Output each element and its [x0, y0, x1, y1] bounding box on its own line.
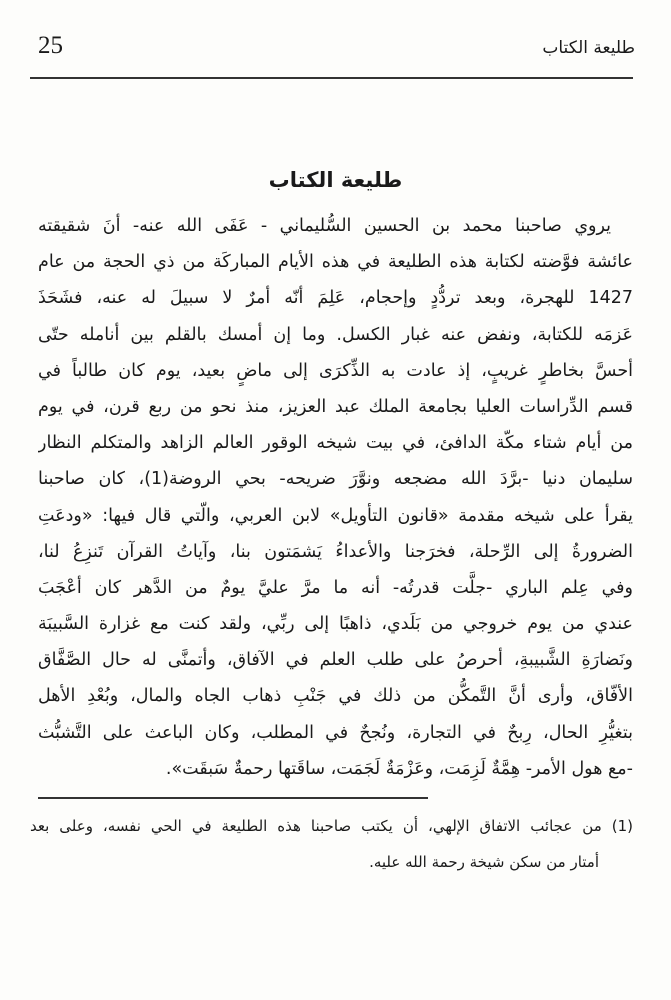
text-line: من أيام شتاء مكّة الدافئ، في بيت شيخه الوقور العالم الزاهد والمتكلم النظار [38, 433, 633, 454]
body-text [38, 208, 633, 787]
text-line: بتغيُّرِ الحال، رِبحٌ في التجارة، ونُجحٌ في المطلب، وكان الباعث على التَّشبُّث [38, 722, 633, 743]
running-title: طليعة الكتاب [542, 38, 635, 58]
text-line: وفي عِلم الباري -جلَّت قدرتُه- أنه ما مرَّ عليَّ يومٌ من الدَّهر كان أعْجَبَ [38, 577, 633, 598]
text-line: الأفّاق، وأرى أنَّ التَّمكُّن من ذلك في جَنْبِ ذهاب الجاه والمال، وبُعْدِ الأهل [38, 686, 633, 707]
footnote-line: (1) من عجائب الاتفاق الإلهي، أن يكتب صاحبنا هذه الطليعة في الحي نفسه، وعلى بعد [30, 817, 633, 835]
footnote [30, 808, 633, 880]
header-rule [30, 77, 633, 79]
text-line: يقرأ على شيخه مقدمة «قانون التأويل» لابن العربي، والّتي قال فيها: «ودعَتِ [38, 505, 633, 526]
text-line: الضرورةُ إلى الرِّحلة، فخرَجنا والأعداءُ يَشمَتون بنا، وآياتُ القرآن تَنزِعُ لنا، [38, 541, 633, 562]
footnote-line: أمتار من سكن شيخة رحمة الله عليه. [369, 853, 599, 871]
text-line: 1427 للهجرة، وبعد تردُّدٍ وإحجام، عَلِمَ أنّه أمرٌ لا سبيلَ له عنه، فشَحَذَ [38, 288, 633, 309]
text-line: سليمان دنيا -برَّدَ الله مضجعه ونوَّرَ ضريحه- بحي الروضة(1)، كان صاحبنا [38, 469, 633, 490]
text-line: عائشة فوَّضته لكتابة هذه الطليعة في هذه الأيام المباركَة من ذي الحجة من عام [38, 252, 633, 273]
text-line: قسم الدِّراسات العليا بجامعة الملك عبد العزيز، منذ نحو من ربع قرن، في يوم [38, 396, 633, 417]
text-line: عَزمَه للكتابة، ونفض عنه غبار الكسل. وما إن أمسك بالقلم بين أنامله حتّى [38, 324, 633, 345]
footnote-rule [38, 797, 428, 799]
text-line: -مع هول الأمر- هِمَّةٌ لَزِمَت، وعَزْمَةٌ لَجَمَت، ساقَتها رحمةٌ سَبقَت». [165, 758, 633, 779]
text-line: أحسَّ بخاطرٍ غريبٍ، إذ عادت به الذِّكرَى إلى ماضٍ بعيد، يوم كان طالباً في [38, 360, 633, 381]
section-title: طليعة الكتاب [268, 168, 403, 192]
text-line: ونَضارَةِ الشَّبيبةِ، أحرصُ على طلب العلم في الآفاق، وأتمنَّى له حال الصَّفَّاق [38, 650, 633, 671]
page-number: 25 [38, 32, 63, 59]
text-line: يروي صاحبنا محمد بن الحسين السُّليماني - عَفَى الله عنه- أنَ شقيقته [38, 216, 611, 236]
page-header [38, 28, 635, 68]
text-line: عندي من يوم خروجي من بَلَدي، ذاهبًا إلى ربِّي، ولقد كنت مع غزارة السَّبيبَة [38, 614, 633, 635]
